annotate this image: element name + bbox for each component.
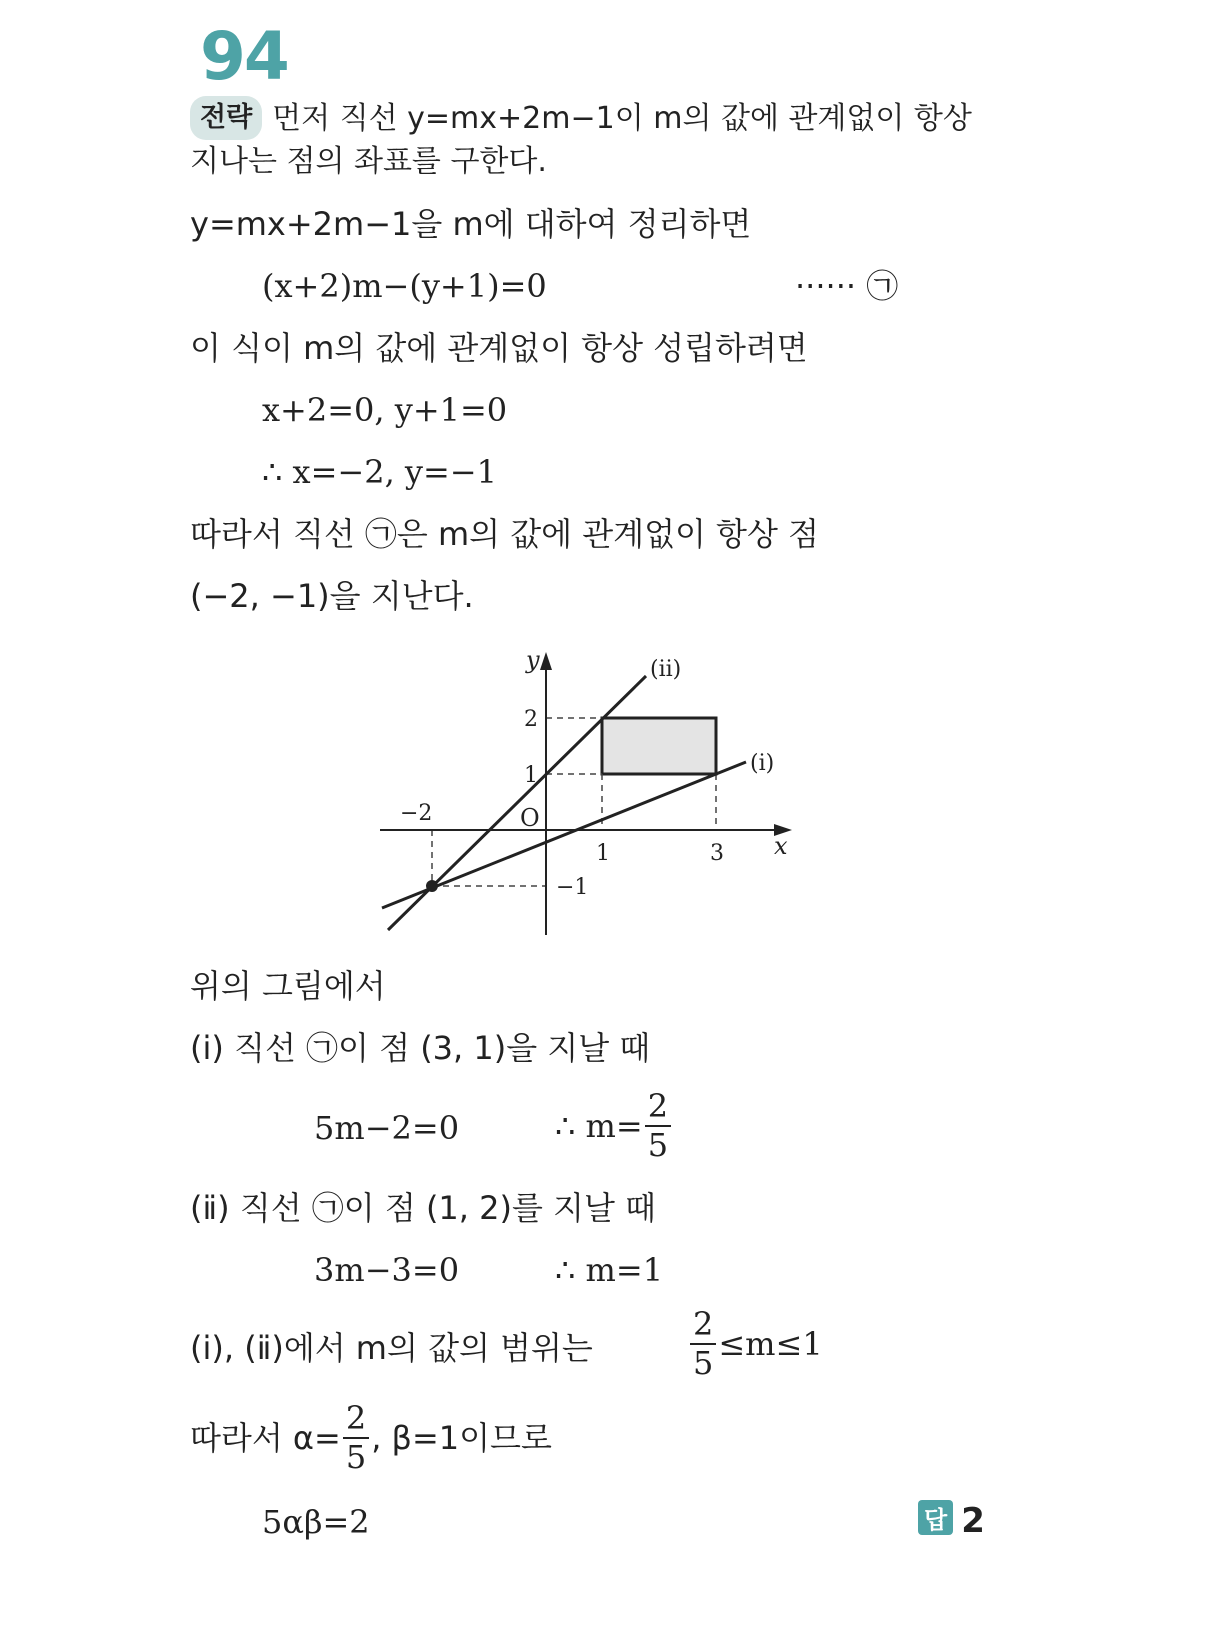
case-2-equation: 3m−3=0	[314, 1251, 460, 1289]
case-1-equation: 5m−2=0	[314, 1109, 460, 1147]
tick-label-y2: 2	[524, 707, 538, 732]
range-rest: ≤m≤1	[718, 1324, 823, 1363]
solution-line-5: 위의 그림에서	[190, 967, 386, 1005]
range-text: (ⅰ), (ⅱ)에서 m의 값의 범위는	[190, 1329, 593, 1367]
case-1-fraction	[645, 1088, 671, 1164]
case-2-text: (ⅱ) 직선 ㉠이 점 (1, 2)를 지날 때	[190, 1189, 656, 1227]
range-expression	[688, 1306, 823, 1382]
problem-number: 94	[200, 18, 288, 95]
equation-1-tag: ······ ㉠	[795, 267, 899, 305]
final-equation: 5αβ=2	[262, 1503, 370, 1541]
case-1-text: (ⅰ) 직선 ㉠이 점 (3, 1)을 지날 때	[190, 1029, 651, 1067]
range-fraction	[690, 1306, 716, 1382]
line-i-label: (ⅰ)	[750, 751, 775, 776]
final-line	[190, 1400, 552, 1476]
equation-3: ∴ x=−2, y=−1	[262, 453, 497, 491]
final-fraction	[343, 1400, 369, 1476]
tick-label-x1: 1	[596, 841, 610, 866]
tick-label-x3: 3	[710, 841, 724, 866]
y-axis-arrow	[540, 652, 552, 670]
line-ii-label: (ⅱ)	[650, 657, 682, 682]
case-1-numerator: 2	[645, 1088, 671, 1127]
coordinate-graph	[370, 640, 810, 940]
case-1-result-prefix: ∴ m=	[555, 1106, 643, 1145]
final-rest: , β=1이므로	[371, 1418, 552, 1457]
answer-badge: 답	[918, 1500, 953, 1535]
solution-line-1: y=mx+2m−1을 m에 대하여 정리하면	[190, 205, 752, 243]
final-denominator: 5	[345, 1437, 367, 1476]
strategy-line-2: 지나는 점의 좌표를 구한다.	[190, 144, 547, 179]
solution-line-2: 이 식이 m의 값에 관계없이 항상 성립하려면	[190, 329, 808, 367]
fixed-point	[426, 880, 438, 892]
shaded-rectangle	[602, 718, 716, 774]
answer	[918, 1500, 985, 1541]
strategy-line-1	[190, 96, 972, 140]
equation-1: (x+2)m−(y+1)=0	[262, 267, 547, 305]
solution-line-4: (−2, −1)을 지난다.	[190, 577, 474, 615]
case-1-denominator: 5	[647, 1125, 669, 1164]
case-1-result	[555, 1088, 673, 1164]
range-numerator: 2	[690, 1306, 716, 1345]
answer-value: 2	[961, 1501, 985, 1541]
strategy-badge: 전략	[190, 96, 262, 140]
x-axis-label: x	[774, 832, 788, 860]
final-numerator: 2	[343, 1400, 369, 1439]
tick-label-ym1: −1	[556, 875, 589, 900]
case-2-result: ∴ m=1	[555, 1251, 664, 1289]
y-axis-label: y	[526, 646, 540, 674]
range-denominator: 5	[693, 1343, 714, 1382]
tick-label-xm2: −2	[400, 801, 433, 826]
solution-line-3: 따라서 직선 ㉠은 m의 값에 관계없이 항상 점	[190, 515, 819, 553]
strategy-text-1: 먼저 직선 y=mx+2m−1이 m의 값에 관계없이 항상	[272, 101, 972, 136]
equation-2: x+2=0, y+1=0	[262, 391, 508, 429]
final-prefix: 따라서 α=	[190, 1418, 341, 1457]
tick-label-y1: 1	[524, 763, 538, 788]
origin-label: O	[520, 804, 540, 832]
